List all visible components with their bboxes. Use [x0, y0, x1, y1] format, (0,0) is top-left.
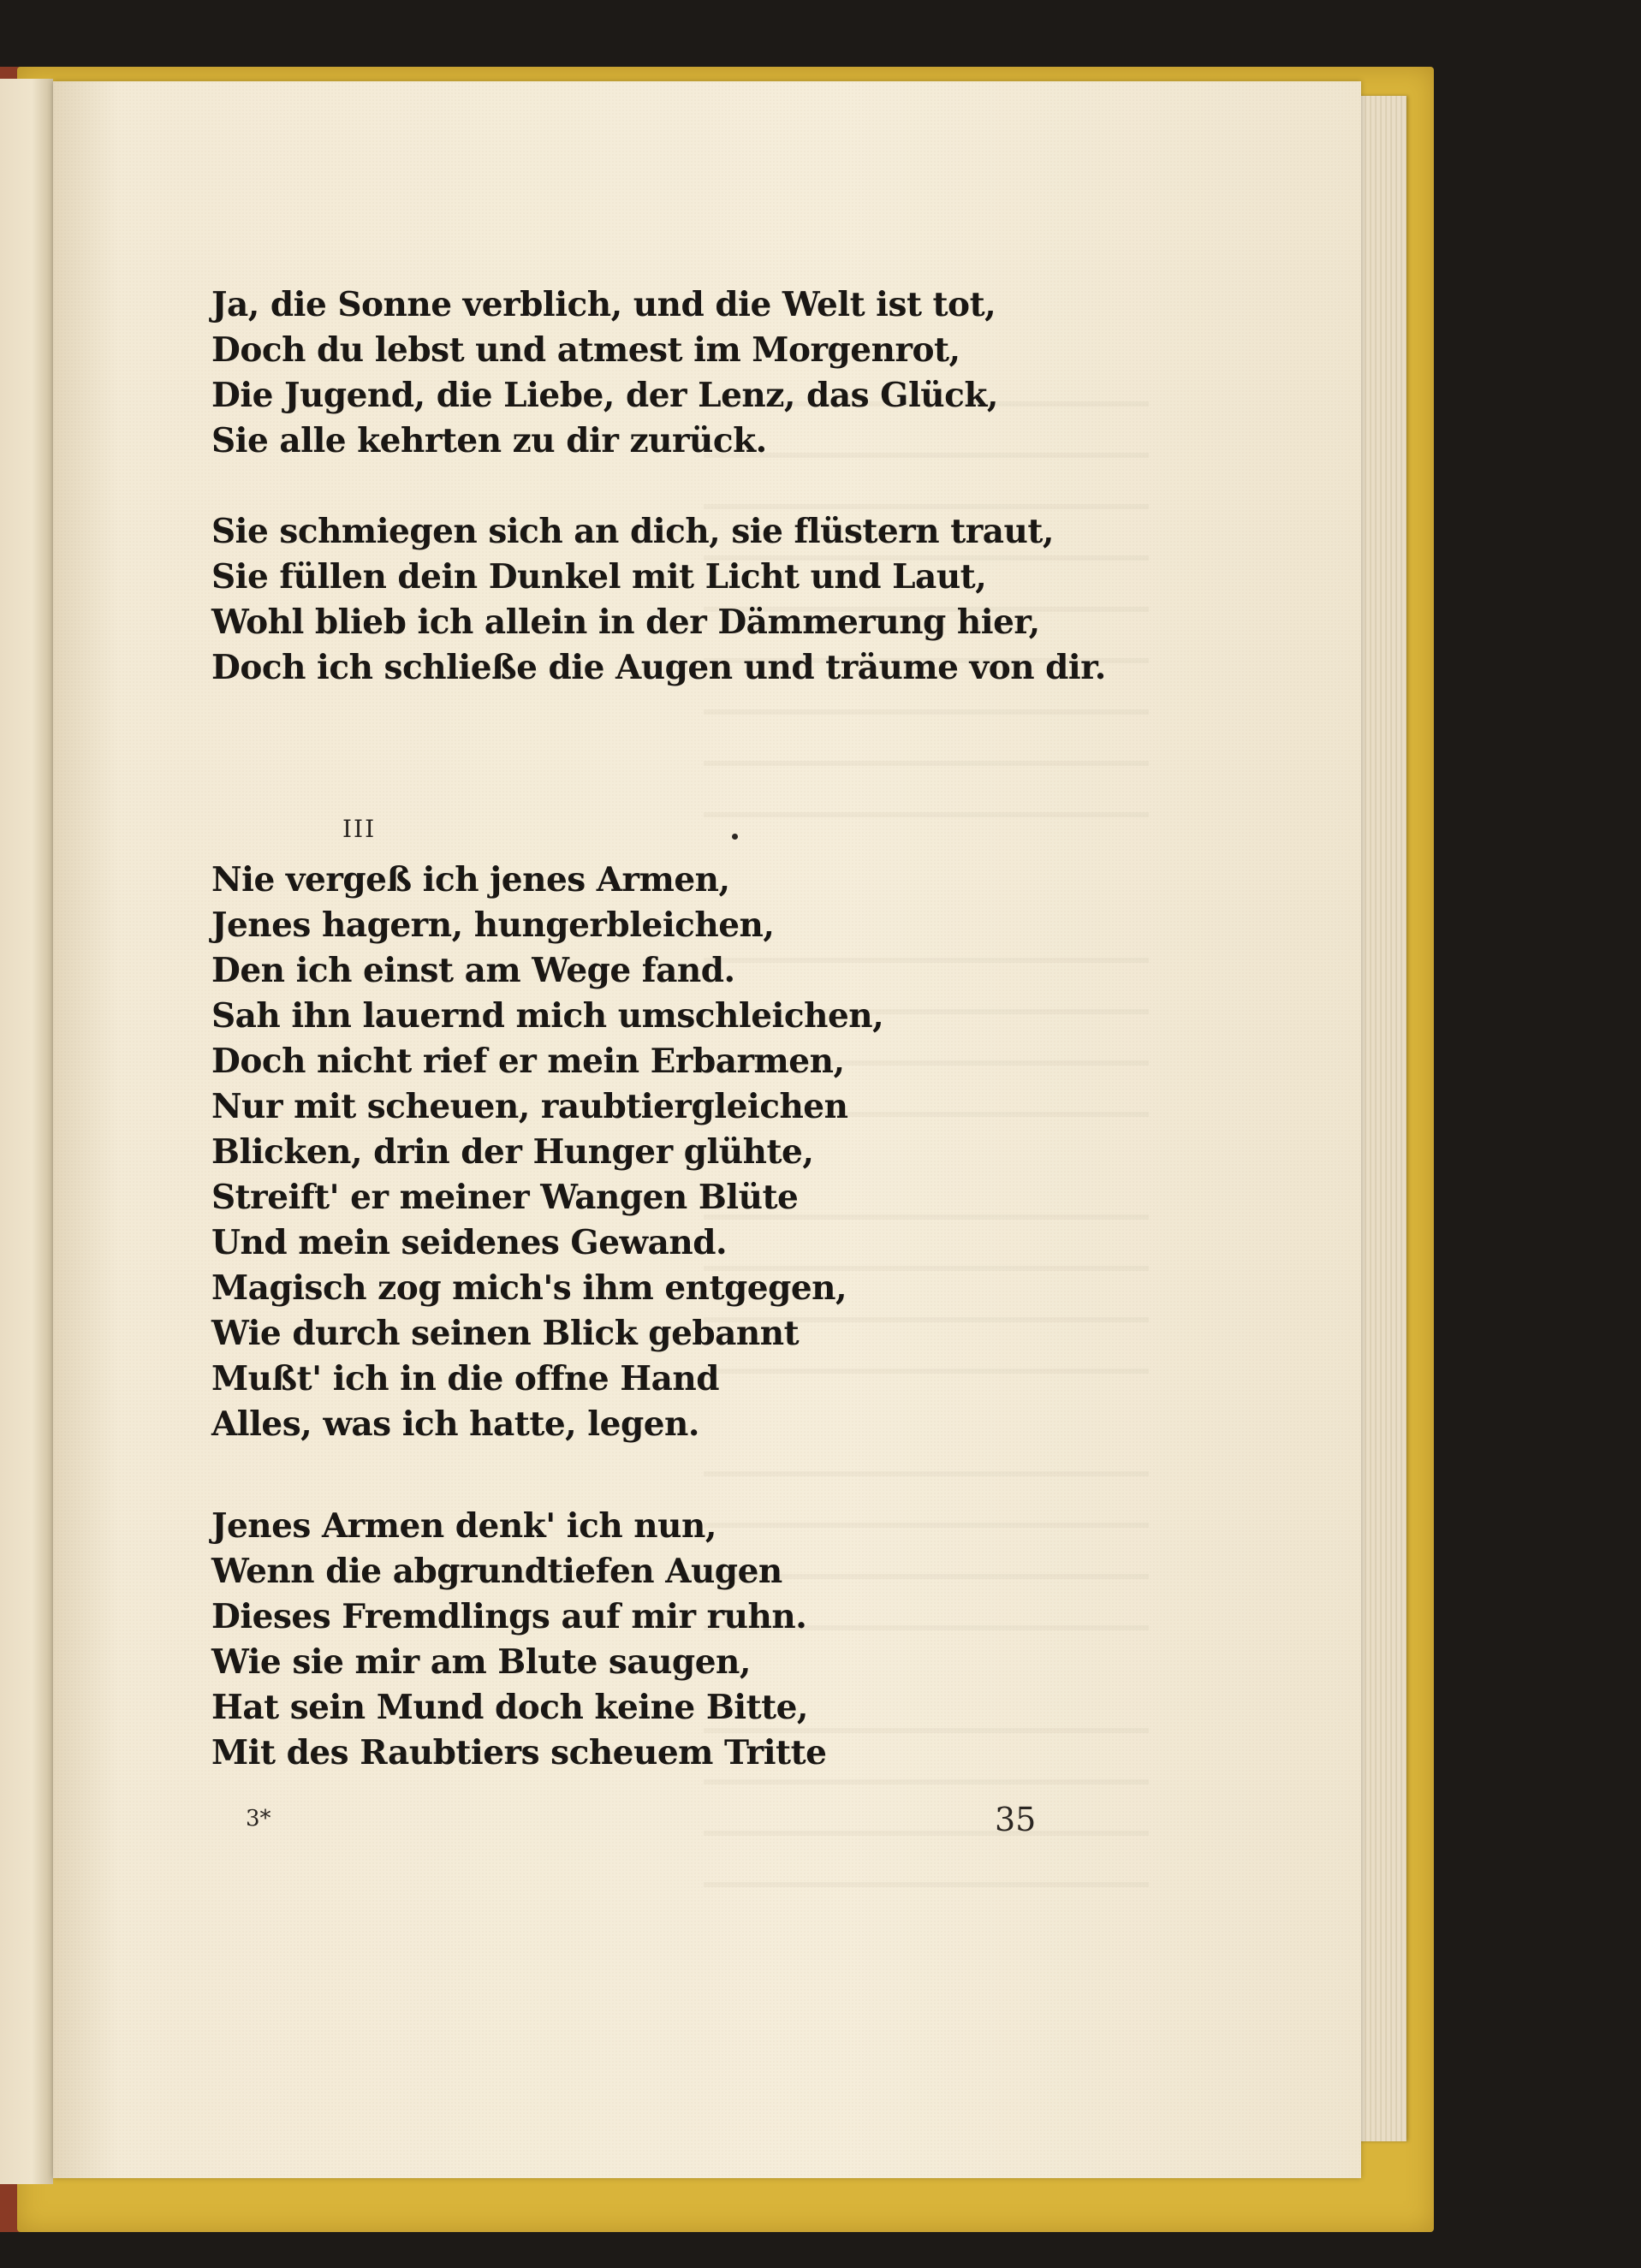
verse-line: Wie durch seinen Blick gebannt — [211, 1314, 800, 1353]
page-number: 35 — [995, 1801, 1037, 1838]
verse-line: Doch nicht rief er mein Erbarmen, — [211, 1042, 845, 1081]
page-block-edges — [1357, 96, 1406, 2141]
verse-line: Streift' er meiner Wangen Blüte — [211, 1178, 799, 1217]
ink-dot — [732, 834, 738, 840]
verse-line: Mit des Raubtiers scheuem Tritte — [211, 1733, 827, 1772]
section-number: III — [342, 815, 377, 843]
verse-line: Mußt' ich in die offne Hand — [211, 1359, 719, 1398]
verse-line: Den ich einst am Wege fand. — [211, 951, 735, 990]
verse-line: Die Jugend, die Liebe, der Lenz, das Glück, — [211, 376, 998, 415]
verse-line: Sie füllen dein Dunkel mit Licht und Laut, — [211, 557, 987, 597]
verse-line: Ja, die Sonne verblich, und die Welt ist tot, — [211, 285, 996, 324]
stanza-2 — [211, 509, 1106, 691]
verse-line: Jenes hagern, hungerbleichen, — [211, 905, 775, 945]
verse-line: Doch du lebst und atmest im Morgenrot, — [211, 330, 960, 370]
verse-line: Wenn die abgrundtiefen Augen — [211, 1552, 782, 1591]
verse-line: Jenes Armen denk' ich nun, — [211, 1506, 716, 1546]
verse-line: Alles, was ich hatte, legen. — [211, 1404, 699, 1444]
verse-line: Magisch zog mich's ihm entgegen, — [211, 1268, 847, 1308]
verse-line: Sah ihn lauernd mich umschleichen, — [211, 996, 884, 1036]
verse-line: Sie schmiegen sich an dich, sie flüstern traut, — [211, 512, 1054, 551]
stanza-1 — [211, 282, 998, 464]
signature-mark: 3* — [246, 1806, 271, 1832]
verse-line: Wie sie mir am Blute saugen, — [211, 1642, 751, 1682]
verse-line: Dieses Fremdlings auf mir ruhn. — [211, 1597, 807, 1636]
verse-line: Nur mit scheuen, raubtiergleichen — [211, 1087, 848, 1126]
verse-line: Hat sein Mund doch keine Bitte, — [211, 1688, 809, 1727]
verse-line: Nie vergeß ich jenes Armen, — [211, 860, 730, 899]
previous-page-edge — [0, 79, 53, 2184]
verse-line: Doch ich schließe die Augen und träume von dir. — [211, 648, 1106, 687]
stanza-3 — [211, 858, 982, 1447]
verse-line: Und mein seidenes Gewand. — [211, 1223, 728, 1262]
verse-line: Wohl blieb ich allein in der Dämmerung hier, — [211, 603, 1040, 642]
verse-line: Blicken, drin der Hunger glühte, — [211, 1132, 814, 1172]
stanza-4 — [211, 1504, 982, 1776]
verse-line: Sie alle kehrten zu dir zurück. — [211, 421, 767, 460]
